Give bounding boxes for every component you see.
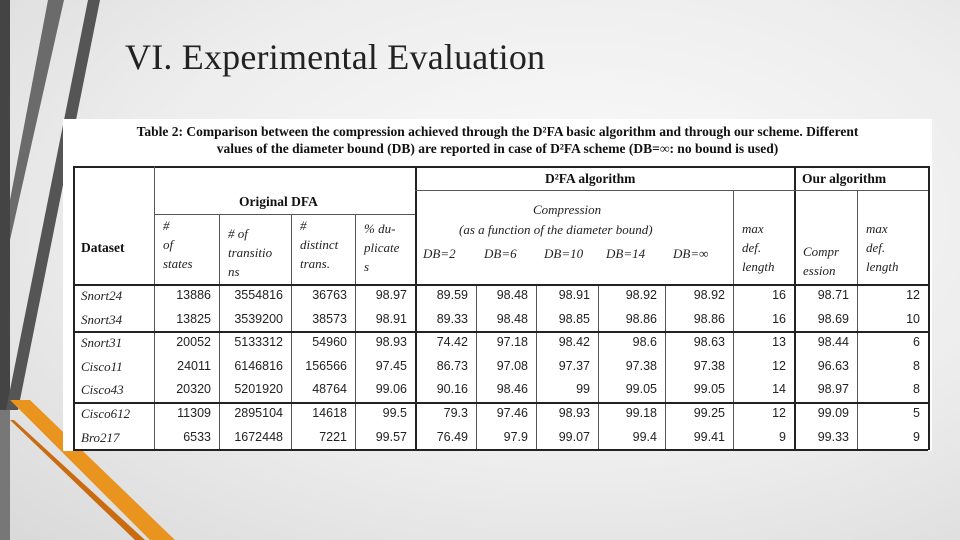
table-cell: 5 — [913, 406, 920, 420]
table-cell: 90.16 — [436, 382, 468, 397]
header-max-def-length-ours: max — [866, 221, 888, 236]
header-states: states — [163, 256, 193, 271]
table-cell: 16 — [772, 288, 786, 302]
table-rule — [73, 284, 928, 286]
header-duplicates: s — [364, 259, 370, 274]
header-compression: Compression — [533, 202, 602, 217]
table-cell: 20052 — [176, 335, 211, 350]
table-cell: 74.42 — [436, 335, 468, 350]
header-transitions: # of — [228, 226, 248, 241]
table-cell: 12 — [772, 358, 786, 373]
table-cell: 98.48 — [496, 288, 528, 302]
header-distinct: trans. — [300, 256, 330, 271]
caption-line-1: Table 2: Comparison between the compression achieved through the D²FA basic algorithm and through our scheme. Different — [136, 124, 859, 139]
table-rule — [73, 166, 928, 168]
header-distinct: # — [300, 218, 307, 233]
table-cell: 3539200 — [234, 311, 283, 326]
table-cell: 156566 — [305, 358, 347, 373]
table-cell: 99.41 — [693, 429, 725, 444]
table-rule — [154, 214, 415, 215]
table-rule — [73, 331, 928, 333]
table-cell: 98.69 — [817, 311, 849, 326]
table-cell: 14618 — [312, 406, 347, 420]
table-cell: 98.93 — [558, 406, 590, 420]
table-cell: 20320 — [176, 382, 211, 397]
caption-line-2: values of the diameter bound (DB) are reported in case of D²FA scheme (DB=∞: no bound is used) — [216, 141, 779, 156]
table-cell: 99.4 — [632, 429, 657, 444]
table-cell: 13 — [772, 335, 786, 350]
header-duplicates: plicate — [364, 240, 400, 255]
dataset-name: Cisco11 — [81, 358, 123, 374]
left-lower-bar — [0, 410, 10, 540]
table-cell: 6 — [913, 335, 920, 350]
table-rule — [794, 190, 928, 191]
slide-title: VI. Experimental Evaluation — [125, 37, 546, 77]
header-max-def-length-ours: def. — [866, 240, 886, 255]
table-cell: 13825 — [176, 311, 211, 326]
table-cell: 24011 — [177, 358, 211, 373]
table-cell: 8 — [913, 358, 920, 373]
header-db: DB=10 — [544, 246, 584, 261]
table-cell: 12 — [906, 288, 920, 302]
table-cell: 97.45 — [375, 358, 407, 373]
header-max-def-length: length — [742, 259, 775, 274]
table-cell: 98.91 — [375, 311, 407, 326]
header-distinct: distinct — [300, 237, 339, 252]
table-cell: 6533 — [183, 429, 211, 444]
table-cell: 98.92 — [693, 288, 725, 302]
table-cell: 79.3 — [443, 406, 468, 420]
table-cell: 98.63 — [693, 335, 725, 350]
table-cell: 98.6 — [632, 335, 657, 350]
table-cell: 89.33 — [436, 311, 468, 326]
header-d2fa: D²FA algorithm — [545, 171, 636, 186]
header-db: DB=14 — [606, 246, 646, 261]
table-cell: 99.57 — [375, 429, 407, 444]
table-caption — [63, 123, 932, 157]
table-cell: 99.33 — [817, 429, 849, 444]
header-db: DB=2 — [423, 246, 456, 261]
table-cell: 36763 — [312, 288, 347, 302]
header-db: DB=∞ — [673, 246, 709, 261]
header-transitions: ns — [228, 264, 240, 279]
header-max-def-length: max — [742, 221, 764, 236]
table-cell: 11309 — [177, 406, 211, 420]
table-cell: 76.49 — [436, 429, 468, 444]
header-compression-sub: (as a function of the diameter bound) — [459, 222, 653, 237]
table-cell: 97.9 — [503, 429, 528, 444]
table-cell: 97.46 — [496, 406, 528, 420]
header-our-algorithm: Our algorithm — [802, 171, 887, 186]
table-rule — [73, 449, 928, 451]
table-cell: 98.85 — [558, 311, 590, 326]
table-cell: 98.86 — [625, 311, 657, 326]
table-cell: 5201920 — [234, 382, 283, 397]
table-rule — [73, 402, 928, 404]
table-rule — [415, 190, 794, 191]
table-cell: 7221 — [319, 429, 347, 444]
table-cell: 99.07 — [558, 429, 590, 444]
table-cell: 3554816 — [234, 288, 283, 302]
table-cell: 98.86 — [693, 311, 725, 326]
table-cell: 99 — [576, 382, 590, 397]
table-cell: 97.38 — [693, 358, 725, 373]
table-cell: 97.18 — [496, 335, 528, 350]
table-cell: 16 — [772, 311, 786, 326]
table-cell: 2895104 — [234, 406, 283, 420]
header-transitions: transitio — [228, 245, 273, 260]
table-rule — [73, 166, 75, 449]
table-cell: 99.5 — [382, 406, 407, 420]
table-cell: 86.73 — [436, 358, 468, 373]
table-cell: 98.42 — [558, 335, 590, 350]
table-cell: 8 — [913, 382, 920, 397]
table-cell: 99.05 — [693, 382, 725, 397]
table-cell: 96.63 — [817, 358, 849, 373]
table-cell: 99.09 — [817, 406, 849, 420]
table-cell: 98.97 — [375, 288, 407, 302]
table-cell: 98.44 — [817, 335, 849, 350]
table-cell: 97.37 — [558, 358, 590, 373]
header-max-def-length-ours: length — [866, 259, 899, 274]
table-cell: 12 — [772, 406, 786, 420]
header-states: # — [163, 218, 170, 233]
table-cell: 98.92 — [625, 288, 657, 302]
table-cell: 97.08 — [496, 358, 528, 373]
table-cell: 99.05 — [625, 382, 657, 397]
table-cell: 99.18 — [625, 406, 657, 420]
table-cell: 13886 — [176, 288, 211, 302]
table-cell: 97.38 — [625, 358, 657, 373]
table-cell: 54960 — [312, 335, 347, 350]
dataset-name: Snort34 — [81, 311, 123, 327]
dataset-name: Cisco612 — [81, 406, 131, 421]
table-cell: 98.97 — [817, 382, 849, 397]
table-cell: 9 — [779, 429, 786, 444]
table-cell: 6146816 — [234, 358, 283, 373]
table-cell: 99.25 — [693, 406, 725, 420]
table-cell: 98.48 — [496, 311, 528, 326]
table-cell: 98.91 — [558, 288, 590, 302]
table-cell: 38573 — [312, 311, 347, 326]
dataset-name: Cisco43 — [81, 382, 124, 398]
table-cell: 89.59 — [436, 288, 468, 302]
table-rule — [928, 166, 930, 450]
header-original-dfa: Original DFA — [239, 194, 318, 209]
dataset-name: Bro217 — [81, 429, 120, 445]
table-cell: 1672448 — [234, 429, 283, 444]
table-cell: 9 — [913, 429, 920, 444]
header-duplicates: % du- — [364, 221, 396, 236]
dataset-name: Snort31 — [81, 335, 123, 351]
table-cell: 10 — [906, 311, 920, 326]
dataset-name: Snort24 — [81, 288, 123, 303]
header-dataset: Dataset — [81, 240, 125, 255]
table-cell: 98.46 — [496, 382, 528, 397]
header-compression-ours: ession — [803, 263, 836, 278]
table-cell: 98.93 — [375, 335, 407, 350]
table-cell: 98.71 — [817, 288, 849, 302]
header-max-def-length: def. — [742, 240, 762, 255]
comparison-table — [73, 166, 928, 449]
header-states: of — [163, 237, 174, 252]
header-db: DB=6 — [484, 246, 517, 261]
table-cell: 48764 — [312, 382, 347, 397]
header-compression-ours: Compr — [803, 244, 840, 259]
table-figure — [63, 119, 932, 451]
table-cell: 14 — [772, 382, 786, 397]
table-cell: 5133312 — [234, 335, 283, 350]
table-cell: 99.06 — [375, 382, 407, 397]
